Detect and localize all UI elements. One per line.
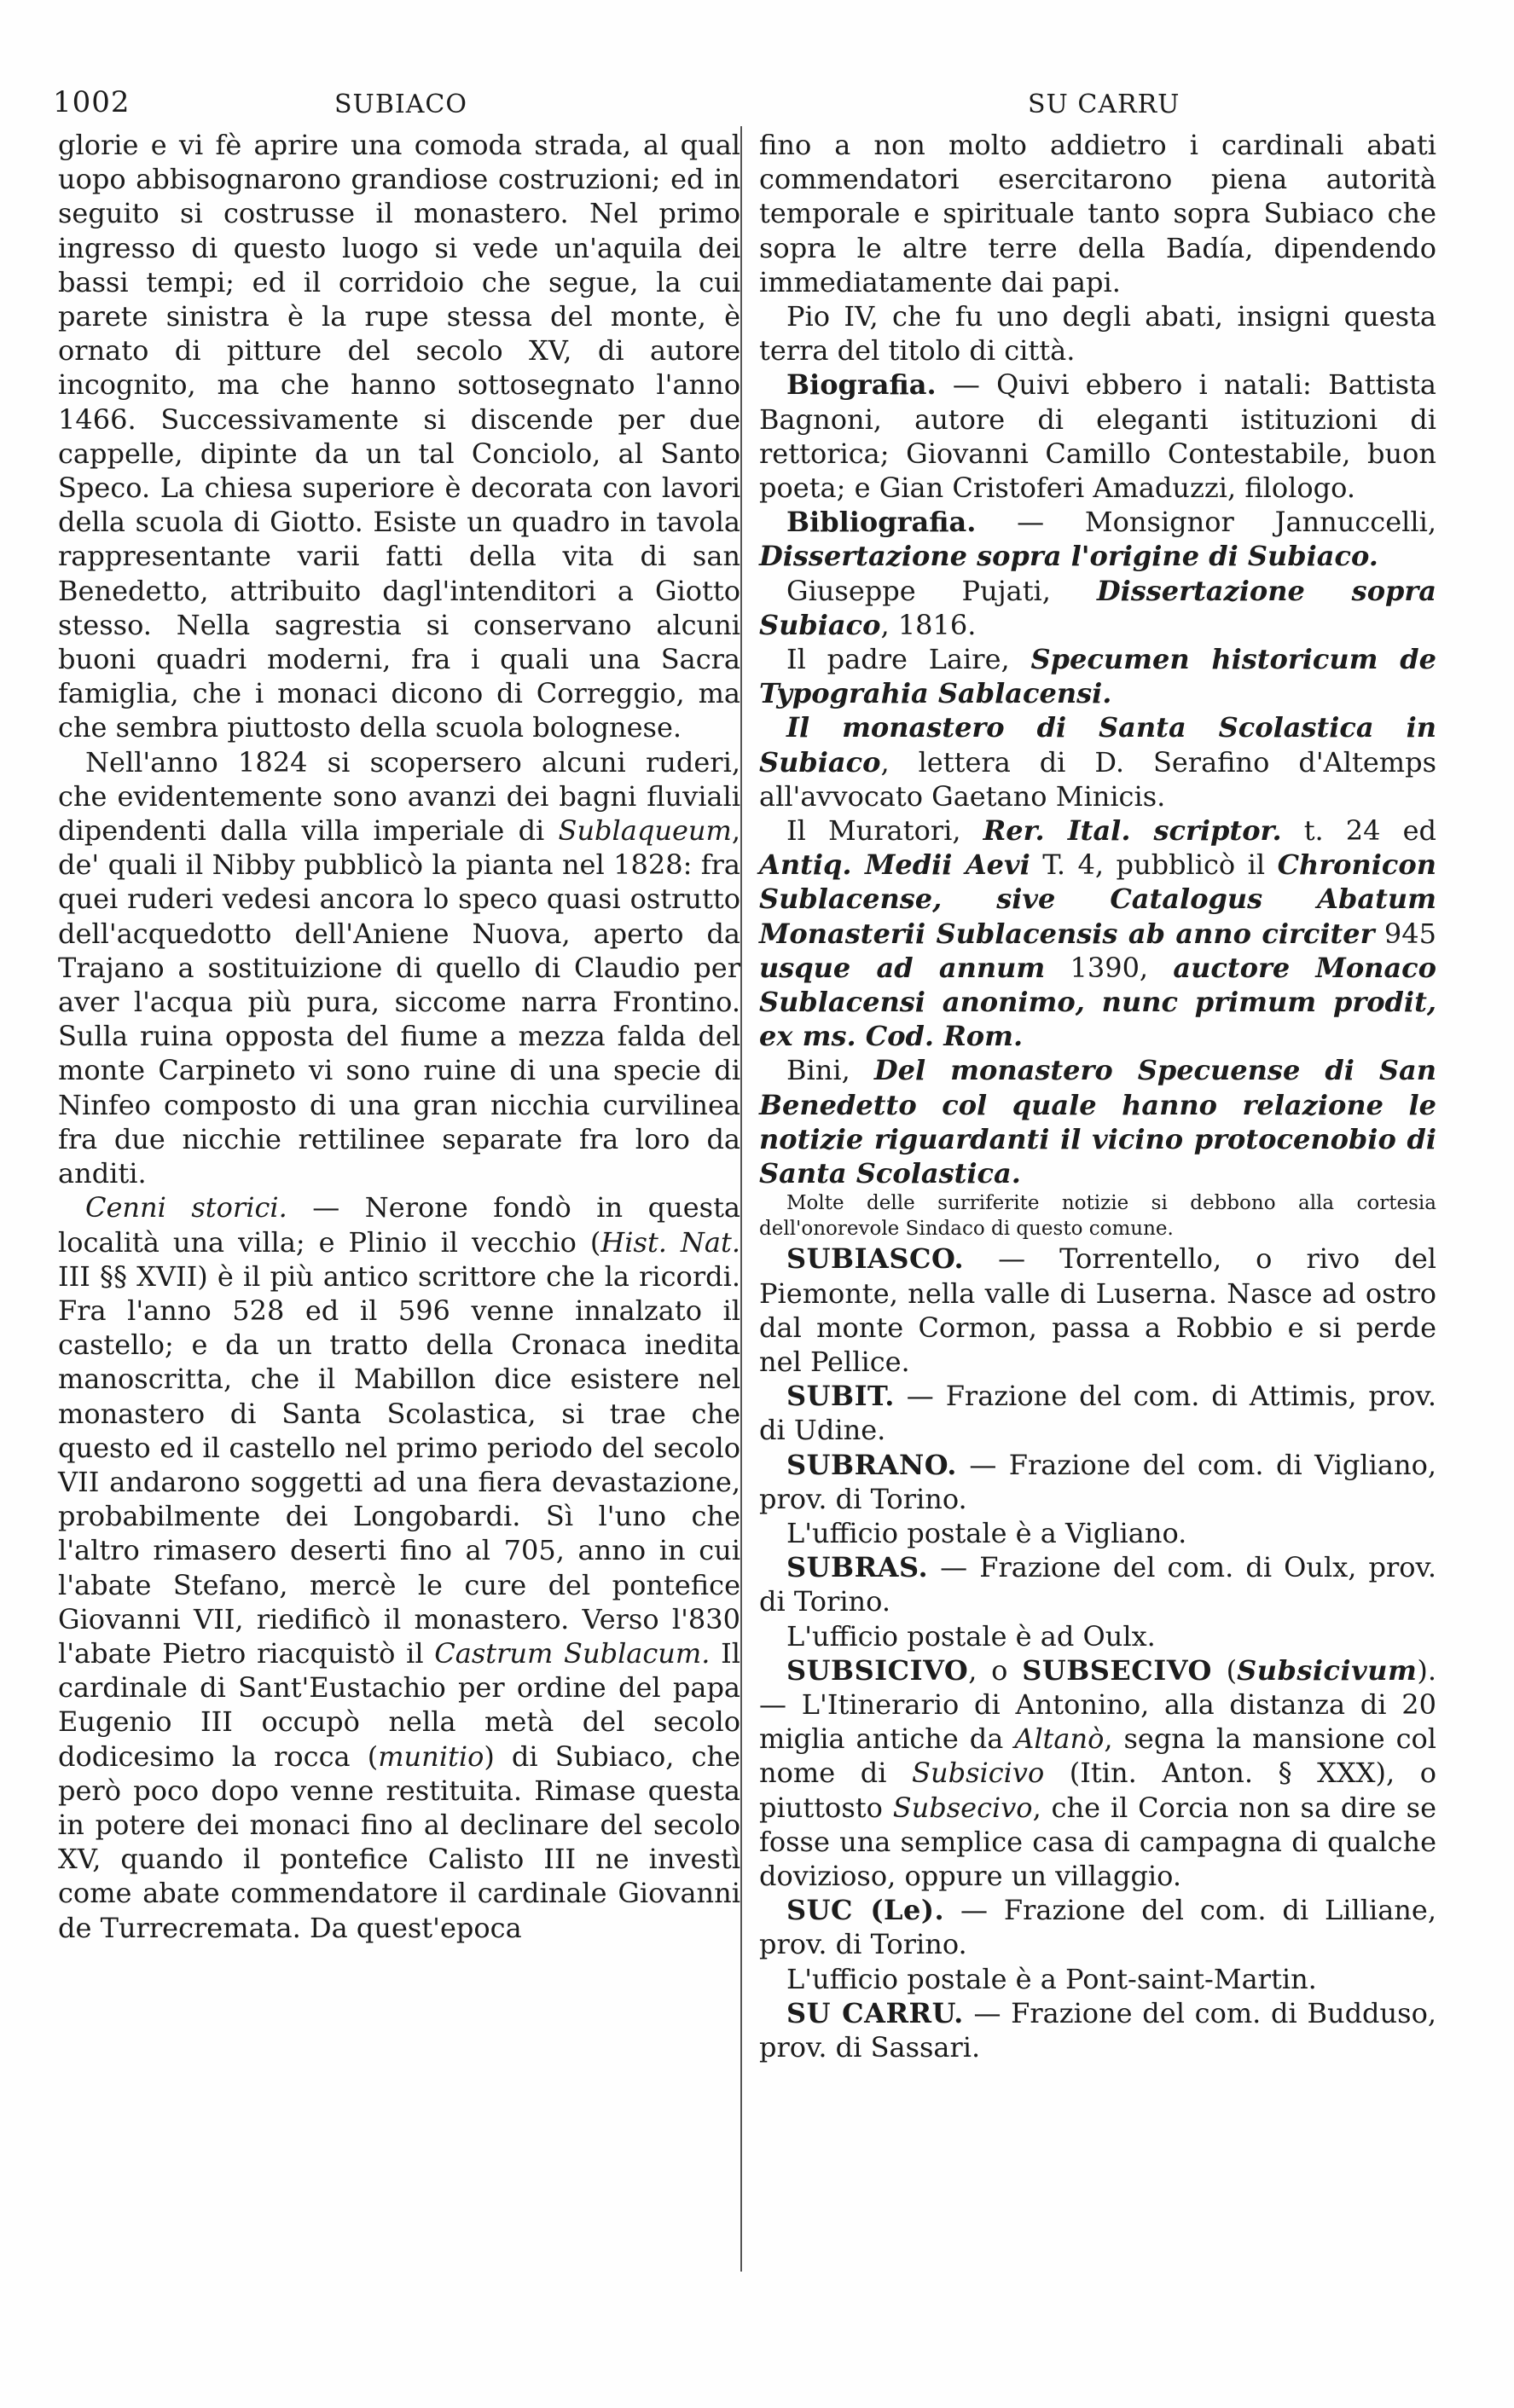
entry-su-carru: SU CARRU. — Frazione del com. di Budduso, prov. di Sassari. [759,1996,1437,2064]
bibliography-entry: Il padre Laire, Specumen historicum de Typograhia Sablacensi. [759,643,1437,710]
entry-subrano: SUBRANO. — Frazione del com. di Vigliano, prov. di Torino. [759,1448,1436,1515]
bibliography-entry: Bini, Del monastero Specuense di San Benedetto col quale hanno relazione le notizie riguardanti il vicino protocenobio di Santa Scolastica. [759,1054,1437,1190]
column-divider [740,126,742,2272]
paragraph-history: Cenni storici. — Nerone fondò in questa località una villa; e Plinio il vecchio (Hist. Nat. III §§ XVII) è il più antico scrittore che la ricordi. Fra l'anno 528 ed il 596 venne innalzato il castello; e da un tratto della Cronaca inedita manoscritta, che il Mabillon dice esistere nel monastero di Santa Scolastica, si trae che questo ed il castello nel primo periodo del secolo VII andarono soggetti ad una fiera devastazione, probabilmente dei Longobardi. Sì l'uno che l'altro rimasero deserti fino al 705, anno in cui l'abate Stefano, mercè le cure del pontefice Giovanni VII, riedificò il monastero. Verso l'830 l'abate Pietro riacquistò il Castrum Sublacum. Il cardinale di Sant'Eustachio per ordine del papa Eugenio III occupò nella metà del secolo dodicesimo la rocca (munitio) di Subiaco, che però poco dopo venne restituita. Rimase questa in potere dei monaci fino al declinare del secolo XV, quando il pontefice Calisto III ne investì come abate commendatore il cardinale Giovanni de Turrecremata. Da quest'epoca [58,1191,741,1944]
entry-headword: SUC (Le). [786,1894,945,1927]
section-heading-cenni-storici: Cenni storici. [85,1191,287,1224]
entry-subit: SUBIT. — Frazione del com. di Attimis, prov. di Udine. [759,1380,1436,1447]
entry-subiasco: SUBIASCO. — Torrentello, o rivo del Piemonte, nella valle di Luserna. Nasce ad ostro dal monte Cormon, passa a Robbio e si perde nel Pellice. [759,1242,1436,1378]
postal-note: L'ufficio postale è a Pont-saint-Martin. [786,1962,1317,1995]
postal-note: L'ufficio postale è a Vigliano. [786,1516,1187,1549]
postal-note: L'ufficio postale è ad Oulx. [786,1619,1156,1653]
paragraph-ruins: Nell'anno 1824 si scopersero alcuni ruderi, che evidentemente sono avanzi dei bagni fluviali dipendenti dalla villa imperiale di Sublaqueum, de' quali il Nibby pubblicò la pianta nel 1828: fra quei ruderi vedesi ancora lo speco quasi ostrutto dell'acquedotto dell'Aniene Nuova, aperto da Trajano a sostituizione di quello di Claudio per aver l'acqua più pura, siccome narra Frontino. Sulla ruina opposta del fiume a mezza falda del monte Carpineto vi sono ruine di una specie di Ninfeo composto di una gran nicchia curvilinea fra due nicchie rettilinee separate fra loro da anditi. [58,745,740,1190]
entry-headword: SUBIASCO. [786,1242,965,1276]
right-column [759,128,1436,2064]
entry-headword: SUBRAS. [786,1551,929,1584]
paragraph-biografia: Biografia. — Quivi ebbero i natali: Battista Bagnoni, autore di eleganti istituzioni di rettorica; Giovanni Camillo Contestabile, buon poeta; e Gian Cristoferi Amaduzzi, filologo. [759,368,1436,505]
paragraph-bibliografia: Bibliografia. — Monsignor Jannuccelli, Dissertazione sopra l'origine di Subiaco. [759,506,1436,573]
entry-subsicivo: SUBSICIVO, o SUBSECIVO (Subsicivum). — L'Itinerario di Antonino, alla distanza di 20 miglia antiche da Altanò, segna la mansione col nome di Subsicivo (Itin. Anton. § XXX), o piuttosto Subsecivo, che il Corcia non sa dire se fosse una semplice casa di campagna di qualche dovizioso, oppure un villaggio. [759,1653,1437,1892]
entry-headword: SU CARRU. [786,1996,964,2029]
entry-suc: SUC (Le). — Frazione del com. di Lilliane, prov. di Torino. [759,1894,1437,1961]
bibliography-entry: Il Muratori, Rer. Ital. scriptor. t. 24 ed Antiq. Medii Aevi T. 4, pubblicò il Chronicon Sublacense, sive Catalogus Abatum Monasterii Sublacensis ab anno circiter 945 usque ad annum 1390, auctore Monaco Sublacensi anonimo, nunc primum prodit, ex ms. Cod. Rom. [759,814,1437,1053]
entry-headword: SUBRANO. [786,1448,957,1481]
running-head-left: SUBIACO [334,90,467,119]
section-heading-bibliografia: Bibliografia. [786,506,977,539]
left-column [58,128,740,1945]
footnote-acknowledgement: Molte delle surriferite notizie si debbono alla cortesia dell'onorevole Sindaco di questo comune. [759,1192,1436,1241]
entry-headword: SUBSICIVO [786,1653,969,1687]
entry-headword: SUBSECIVO [1022,1653,1212,1687]
entry-subras: SUBRAS. — Frazione del com. di Oulx, prov. di Torino. [759,1551,1436,1618]
section-heading-biografia: Biografia. [786,368,937,402]
paragraph-pio: Pio IV, che fu uno degli abati, insigni questa terra del titolo di città. [759,300,1436,368]
paragraph-continuation: fino a non molto addietro i cardinali abati commendatori esercitarono piena autorità temporale e spirituale tanto sopra Subiaco che sopra le altre terre della Badía, dipendendo immediatamente dai papi. [759,129,1436,298]
page-number: 1002 [53,85,131,119]
paragraph-monastery: glorie e vi fè aprire una comoda strada, al qual uopo abbisognarono grandiose costruzioni; ed in seguito si costrusse il monastero. Nel primo ingresso di questo luogo si vede un'aquila dei bassi tempi; ed il corridoio che segue, la cui parete sinistra è la rupe stessa del monte, è ornato di pitture del secolo XV, di autore incognito, ma che hanno sottosegnato l'anno 1466. Successivamente si discende per due cappelle, dipinte da un tal Conciolo, al Santo Speco. La chiesa superiore è decorata con lavori della scuola di Giotto. Esiste un quadro in tavola rappresentante varii fatti della vita di san Benedetto, attribuito dagl'intenditori a Giotto stesso. Nella sagrestia si conservano alcuni buoni quadri moderni, fra i quali una Sacra famiglia, che i monaci dicono di Correggio, ma che sembra piuttosto della scuola bolognese. [58,129,740,744]
running-head-right: SU CARRU [1028,90,1180,119]
bibliography-entry: Giuseppe Pujati, Dissertazione sopra Subiaco, 1816. [759,574,1437,641]
entry-headword: SUBIT. [786,1380,895,1413]
bibliography-entry: Il monastero di Santa Scolastica in Subiaco, lettera di D. Serafino d'Altemps all'avvocato Gaetano Minicis. [759,711,1436,813]
